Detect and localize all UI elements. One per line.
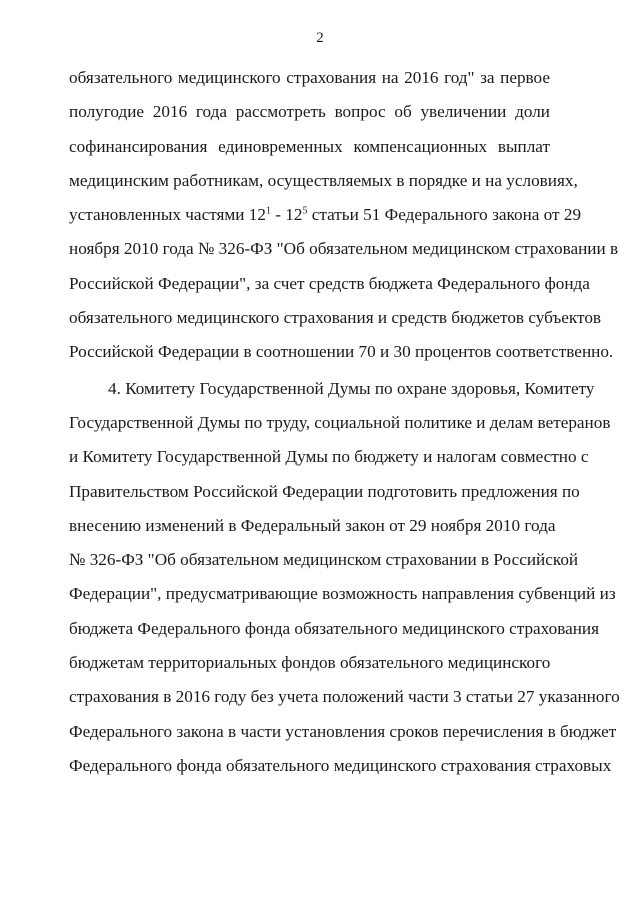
page-number: 2 — [316, 30, 324, 46]
superscript: 1 — [265, 205, 271, 217]
text-line: № 326-ФЗ "Об обязательном медицинском страховании в Российской — [69, 550, 579, 570]
text-line: ноября 2010 года № 326-ФЗ "Об обязательном медицинском страховании в — [69, 239, 619, 259]
text-line: Федерального фонда обязательного медицинского страхования страховых — [69, 755, 612, 775]
document-body — [69, 61, 620, 783]
text-fragment: статьи 51 Федерального закона от 29 — [307, 205, 582, 225]
text-line: и Комитету Государственной Думы по бюджету и налогам совместно с — [69, 447, 589, 467]
text-line: 4. Комитету Государственной Думы по охране здоровья, Комитету — [108, 378, 595, 398]
text-line: софинансирования единовременных компенсационных выплат — [69, 136, 550, 156]
text-fragment: установленных частями 12 — [69, 205, 266, 225]
text-line: Российской Федерации", за счет средств бюджета Федерального фонда — [69, 273, 590, 293]
text-line: Федерального закона в части установления сроков перечисления в бюджет — [69, 721, 617, 741]
text-line: Российской Федерации в соотношении 70 и 30 процентов соответственно. — [69, 342, 614, 362]
text-line: Правительством Российской Федерации подготовить предложения по — [69, 481, 580, 501]
text-line: бюджета Федерального фонда обязательного медицинского страхования — [69, 618, 600, 638]
text-line — [69, 198, 582, 232]
text-line: страхования в 2016 году без учета положений части 3 статьи 27 указанного — [69, 687, 620, 707]
text-line: медицинским работникам, осуществляемых в порядке и на условиях, — [69, 170, 578, 190]
text-line: внесению изменений в Федеральный закон от 29 ноября 2010 года — [69, 515, 556, 535]
text-fragment: - 12 — [270, 205, 303, 225]
paragraph-continuation — [69, 61, 619, 370]
paragraph-item-4 — [69, 372, 620, 784]
text-line: Федерации", предусматривающие возможность направления субвенций из — [69, 584, 616, 604]
text-line: обязательного медицинского страхования и средств бюджетов субъектов — [69, 308, 602, 328]
text-line: Государственной Думы по труду, социальной политике и делам ветеранов — [69, 412, 611, 432]
text-line: полугодие 2016 года рассмотреть вопрос об увеличении доли — [69, 102, 550, 122]
text-line: бюджетам территориальных фондов обязательного медицинского — [69, 653, 551, 673]
text-line: обязательного медицинского страхования на 2016 год" за первое — [69, 68, 550, 87]
superscript: 5 — [302, 205, 308, 217]
